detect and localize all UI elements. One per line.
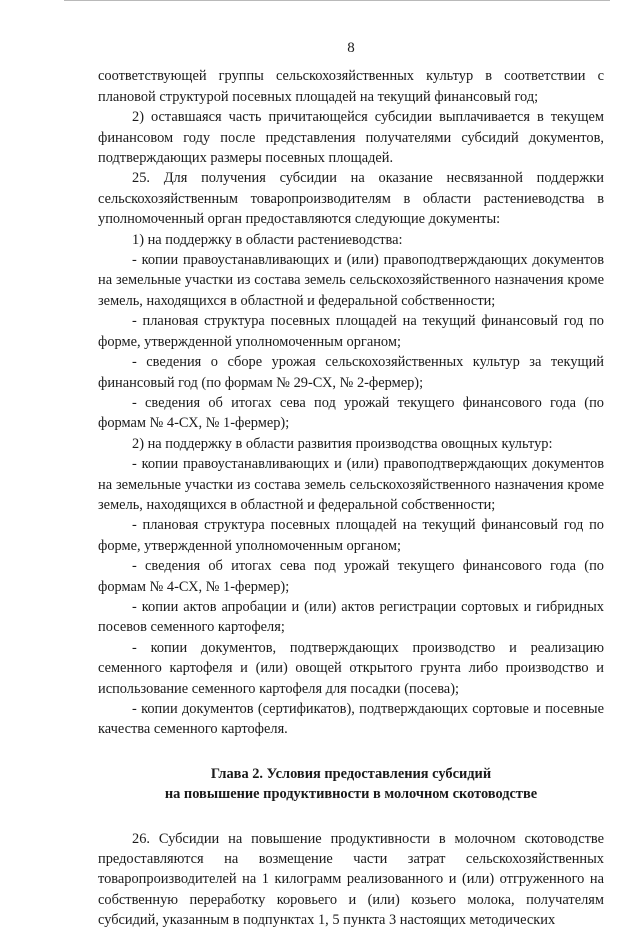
chapter-heading-line-1: Глава 2. Условия предоставления субсидий <box>210 765 492 782</box>
list-item-harvest-data: - сведения о сборе урожая сельскохозяйственных культур за текущий финансовый год (по формам № 29-СХ, № 2-фермер); <box>98 354 604 391</box>
paragraph-subsidy-payment: 2) оставшаяся часть причитающейся субсидии выплачивается в текущем финансовом году после представления получателями субсидий документов, подтверждающих размеры посевных площадей. <box>98 109 604 167</box>
paragraph-25: 25. Для получения субсидии на оказание несвязанной поддержки сельскохозяйственным товаропроизводителям в области растениеводства в уполномоченный орган предоставляются следующие документы: <box>98 170 604 228</box>
list-item-crop-support: 1) на поддержку в области растениеводства: <box>132 231 403 248</box>
page-number: 8 <box>347 40 355 56</box>
list-item-production-docs: - копии документов, подтверждающих производство и реализацию семенного картофеля и (или) овощей открытого грунта либо производство и использование семенного картофеля для посадки (посева); <box>98 639 604 697</box>
chapter-heading <box>98 764 604 805</box>
top-divider <box>64 0 610 1</box>
list-item-sowing-results: - сведения об итогах сева под урожай текущего финансового года (по формам № 4-СХ, № 1-фермер); <box>98 394 604 432</box>
list-item-plan-structure-2: - плановая структура посевных площадей на текущий финансовый год по форме, утвержденной уполномоченным органом; <box>98 517 604 554</box>
chapter-heading-line-2: на повышение продуктивности в молочном скотоводстве <box>164 786 538 803</box>
paragraph-26: 26. Субсидии на повышение продуктивности в молочном скотоводстве предоставляются на возмещение части затрат сельскохозяйственных товаропроизводителей на 1 килограмм реализованного и (или) отгруженного на собственную переработку коровьего и (или) козьего молока, получателям субсидий, указанным в подпунктах 1, 5 пункта 3 настоящих методических <box>98 830 604 929</box>
list-item-land-docs-2: - копии правоустанавливающих и (или) правоподтверждающих документов на земельные участки из состава земель сельскохозяйственного назначения кроме земель, находящихся в областной и федеральной собственности; <box>98 456 604 513</box>
list-item-sowing-results-2: - сведения об итогах сева под урожай текущего финансового года (по формам № 4-СХ, № 1-фермер); <box>98 558 604 595</box>
list-item-land-docs: - копии правоустанавливающих и (или) правоподтверждающих документов на земельные участки из состава земель сельскохозяйственного назначения кроме земель, находящихся в областной и федеральной собственности; <box>98 252 604 309</box>
list-item-certificates: - копии документов (сертификатов), подтверждающих сортовые и посевные качества семенного картофеля. <box>98 701 604 738</box>
list-item-vegetable-support: 2) на поддержку в области развития производства овощных культур: <box>132 435 553 452</box>
list-item-approbation-acts: - копии актов апробации и (или) актов регистрации сортовых и гибридных посевов семенного картофеля; <box>98 598 604 636</box>
list-item-plan-structure: - плановая структура посевных площадей на текущий финансовый год по форме, утвержденной уполномоченным органом; <box>98 313 604 350</box>
paragraph-continuation: соответствующей группы сельскохозяйственных культур в соответствии с плановой структурой посевных площадей на текущий финансовый год; <box>98 68 604 105</box>
